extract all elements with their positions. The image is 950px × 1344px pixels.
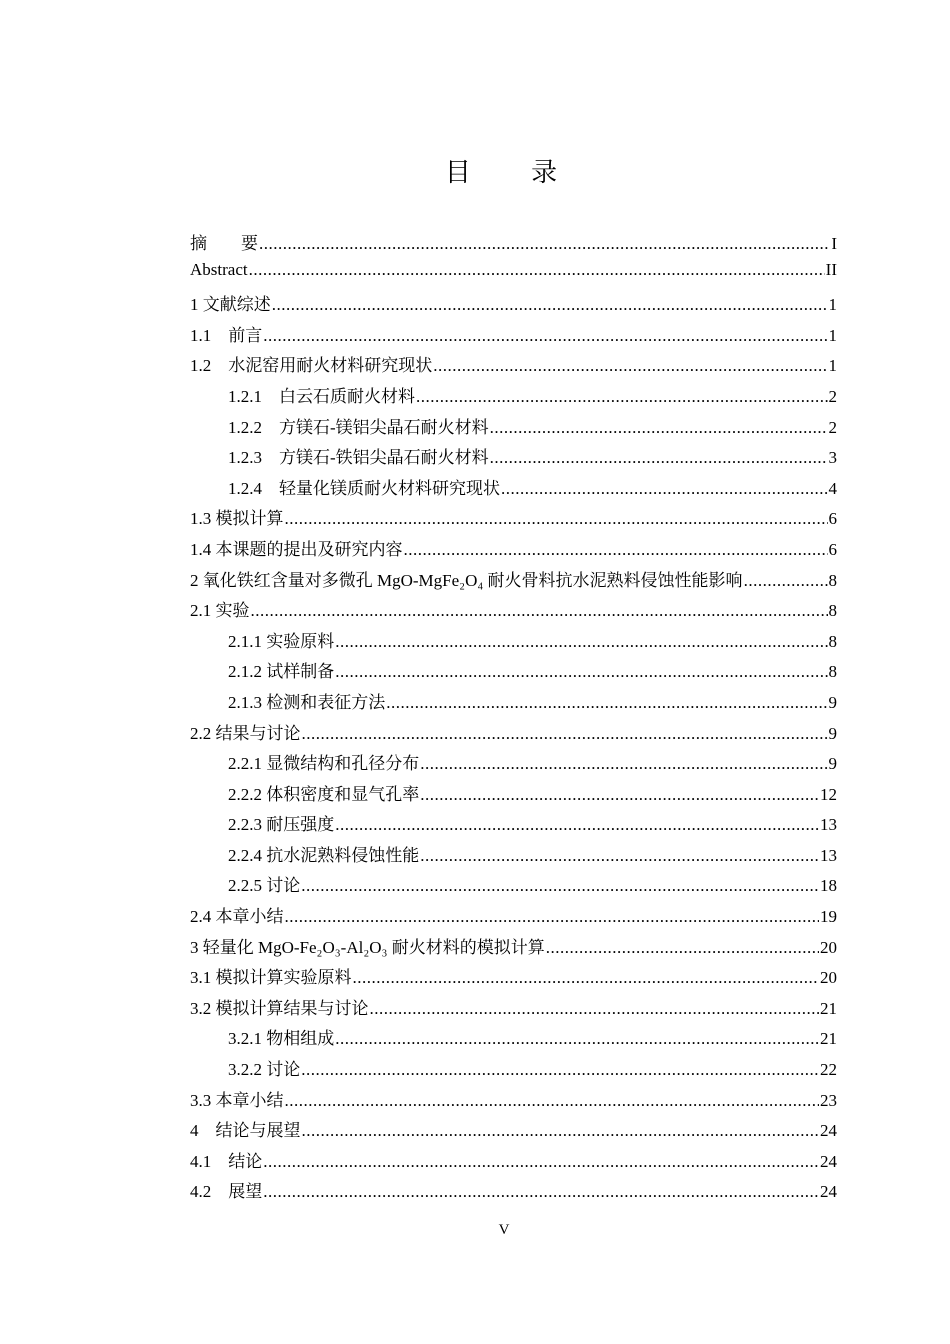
toc-leader-dots (301, 1060, 819, 1080)
toc-entry[interactable] (190, 1024, 837, 1055)
toc-leader-dots (335, 662, 827, 682)
toc-leader-dots (353, 968, 820, 988)
toc-entry-page: 3 (828, 448, 837, 468)
toc-leader-dots (420, 754, 827, 774)
toc-entry[interactable] (190, 351, 837, 382)
toc-entry-page: 24 (820, 1121, 837, 1141)
toc-entry[interactable] (190, 1055, 837, 1086)
toc-entry-page: 22 (820, 1060, 837, 1080)
toc-entry-label: 2.2.2 体积密度和显气孔率 (228, 784, 420, 804)
toc-entry-page: 23 (820, 1090, 837, 1110)
toc-leader-dots (420, 846, 819, 866)
toc-entry-label: 1.4 本课题的提出及研究内容 (190, 539, 403, 559)
toc-leader-dots (285, 1091, 820, 1111)
toc-entry-page: 21 (820, 998, 837, 1018)
toc-entry-page: II (825, 259, 837, 279)
toc-leader-dots (416, 387, 828, 407)
toc-entry-label: 4.2 展望 (190, 1182, 263, 1202)
toc-leader-dots (251, 601, 828, 621)
toc-entry-page: 8 (828, 601, 837, 621)
toc-leader-dots (335, 632, 827, 652)
toc-entry-label: 1.2.2 方镁石-镁铝尖晶石耐火材料 (228, 417, 489, 437)
toc-entry[interactable] (190, 810, 837, 841)
toc-entry[interactable] (190, 1147, 837, 1178)
toc-entry-label: 2.2.3 耐压强度 (228, 815, 335, 835)
toc-entry[interactable] (190, 963, 837, 994)
toc-entry-label: 2.4 本章小结 (190, 907, 284, 927)
toc-entry-label: 2.2.4 抗水泥熟料侵蚀性能 (228, 845, 420, 865)
toc-entry-label: 2.2 结果与讨论 (190, 723, 301, 743)
toc-entry-label: 2.1.2 试样制备 (228, 662, 335, 682)
toc-entry-label: 3.2 模拟计算结果与讨论 (190, 998, 369, 1018)
toc-entry-label: 1.2.3 方镁石-铁铝尖晶石耐火材料 (228, 448, 489, 468)
toc-entry-page: 13 (820, 845, 837, 865)
toc-leader-dots (302, 724, 828, 744)
toc-entry-page: 13 (820, 815, 837, 835)
toc-entry-label: 2.2.5 讨论 (228, 876, 301, 896)
toc-leader-dots (490, 448, 828, 468)
toc-entry-page: 20 (820, 937, 837, 957)
toc-entry-page: 6 (828, 509, 837, 529)
toc-entry[interactable] (190, 871, 837, 902)
toc-leader-dots (420, 785, 819, 805)
toc-entry-page: 2 (828, 417, 837, 437)
toc-entry-page: 6 (828, 539, 837, 559)
toc-leader-dots (259, 234, 830, 254)
toc-entry-label: 1.1 前言 (190, 325, 263, 345)
toc-leader-dots (285, 509, 828, 529)
toc-leader-dots (433, 356, 827, 376)
toc-leader-dots (546, 938, 819, 958)
toc-entry-label: 1.2.1 白云石质耐火材料 (228, 386, 415, 406)
toc-entry-page: 8 (828, 570, 837, 590)
toc-entry-label: 摘 要 (190, 234, 258, 253)
toc-entry-label: 1.2.4 轻量化镁质耐火材料研究现状 (228, 478, 500, 498)
toc-entry[interactable] (190, 443, 837, 474)
toc-entry[interactable] (190, 321, 837, 352)
toc-leader-dots (263, 326, 827, 346)
toc-leader-dots (285, 907, 820, 927)
toc-entry-page: 4 (828, 478, 837, 498)
toc-leader-dots (370, 999, 820, 1019)
toc-leader-dots (386, 693, 827, 713)
toc-entry[interactable] (190, 382, 837, 413)
toc-leader-dots (335, 815, 819, 835)
toc-leader-dots (501, 479, 828, 499)
toc-entry[interactable] (190, 413, 837, 444)
toc-entry-page: 9 (828, 692, 837, 712)
toc-leader-dots (249, 260, 825, 280)
toc-entry-page: 24 (820, 1182, 837, 1202)
toc-entry-label: 1 文献综述 (190, 295, 271, 315)
toc-entry[interactable] (190, 933, 837, 964)
toc-entry-page: 9 (828, 754, 837, 774)
toc-entry[interactable] (190, 994, 837, 1025)
toc-entry-label: 3.2.1 物相组成 (228, 1029, 335, 1049)
toc-leader-dots (263, 1152, 819, 1172)
toc-entry-page: 1 (828, 295, 837, 315)
toc-leader-dots (335, 1029, 819, 1049)
toc-entry-page: 24 (820, 1151, 837, 1171)
toc-entry-page: 1 (828, 356, 837, 376)
toc-entry[interactable] (190, 1086, 837, 1117)
toc-entry-page: 20 (820, 968, 837, 988)
toc-entry[interactable] (190, 688, 837, 719)
toc-entry-page: 8 (828, 631, 837, 651)
toc-entry-label: 4 结论与展望 (190, 1121, 301, 1141)
toc-entry[interactable] (190, 535, 837, 566)
toc-leader-dots (744, 571, 828, 591)
toc-entry-label: 3 轻量化 MgO-Fe₂O₃-Al₂O₃ 耐火材料的模拟计算 (190, 937, 545, 957)
toc-entry[interactable] (190, 1177, 837, 1208)
toc-entry-page: 1 (828, 325, 837, 345)
toc-entry-label: 1.2 水泥窑用耐火材料研究现状 (190, 356, 433, 376)
toc-entry-label: 4.1 结论 (190, 1151, 263, 1171)
toc-entry[interactable] (190, 719, 837, 750)
toc-entry[interactable] (190, 780, 837, 811)
toc-entry[interactable] (190, 504, 837, 535)
toc-entry-page: 21 (820, 1029, 837, 1049)
toc-entry-label: 3.3 本章小结 (190, 1090, 284, 1110)
toc-entry-page: 19 (820, 907, 837, 927)
toc-entry-page: 18 (820, 876, 837, 896)
toc-entry-label: 2 氧化铁红含量对多微孔 MgO-MgFe₂O₄ 耐火骨料抗水泥熟料侵蚀性能影响 (190, 570, 743, 590)
toc-entry-page: 8 (828, 662, 837, 682)
toc-leader-dots (272, 295, 828, 315)
toc-leader-dots (301, 876, 819, 896)
toc-entry-page: 9 (828, 723, 837, 743)
toc-entry[interactable] (190, 657, 837, 688)
toc-entry[interactable] (190, 474, 837, 505)
toc-entry[interactable] (190, 229, 837, 260)
toc-entry-label: Abstract (190, 259, 248, 279)
toc-entry[interactable] (190, 841, 837, 872)
toc-entry-page: I (831, 234, 837, 253)
toc-entry[interactable] (190, 627, 837, 658)
toc-entry-label: 2.1.3 检测和表征方法 (228, 692, 386, 712)
toc-entry[interactable] (190, 749, 837, 780)
toc-entry-label: 2.1 实验 (190, 601, 250, 621)
toc-leader-dots (263, 1182, 819, 1202)
page-number: V (498, 1222, 510, 1238)
toc-entry-label: 2.1.1 实验原料 (228, 631, 335, 651)
toc-entry[interactable] (190, 290, 837, 321)
toc-entry[interactable] (190, 596, 837, 627)
page-title: 目 录 (444, 158, 584, 188)
toc-leader-dots (404, 540, 828, 560)
toc-entry-label: 1.3 模拟计算 (190, 509, 284, 529)
toc-entry-label: 3.1 模拟计算实验原料 (190, 968, 352, 988)
toc-entry-page: 2 (828, 386, 837, 406)
toc-entry[interactable] (190, 566, 837, 597)
toc-leader-dots (490, 418, 828, 438)
toc-entry[interactable] (190, 902, 837, 933)
toc-entry[interactable] (190, 260, 837, 291)
table-of-contents (190, 229, 837, 1208)
toc-entry[interactable] (190, 1116, 837, 1147)
toc-leader-dots (302, 1121, 820, 1141)
toc-entry-label: 2.2.1 显微结构和孔径分布 (228, 754, 420, 774)
toc-entry-label: 3.2.2 讨论 (228, 1060, 301, 1080)
toc-entry-page: 12 (820, 784, 837, 804)
